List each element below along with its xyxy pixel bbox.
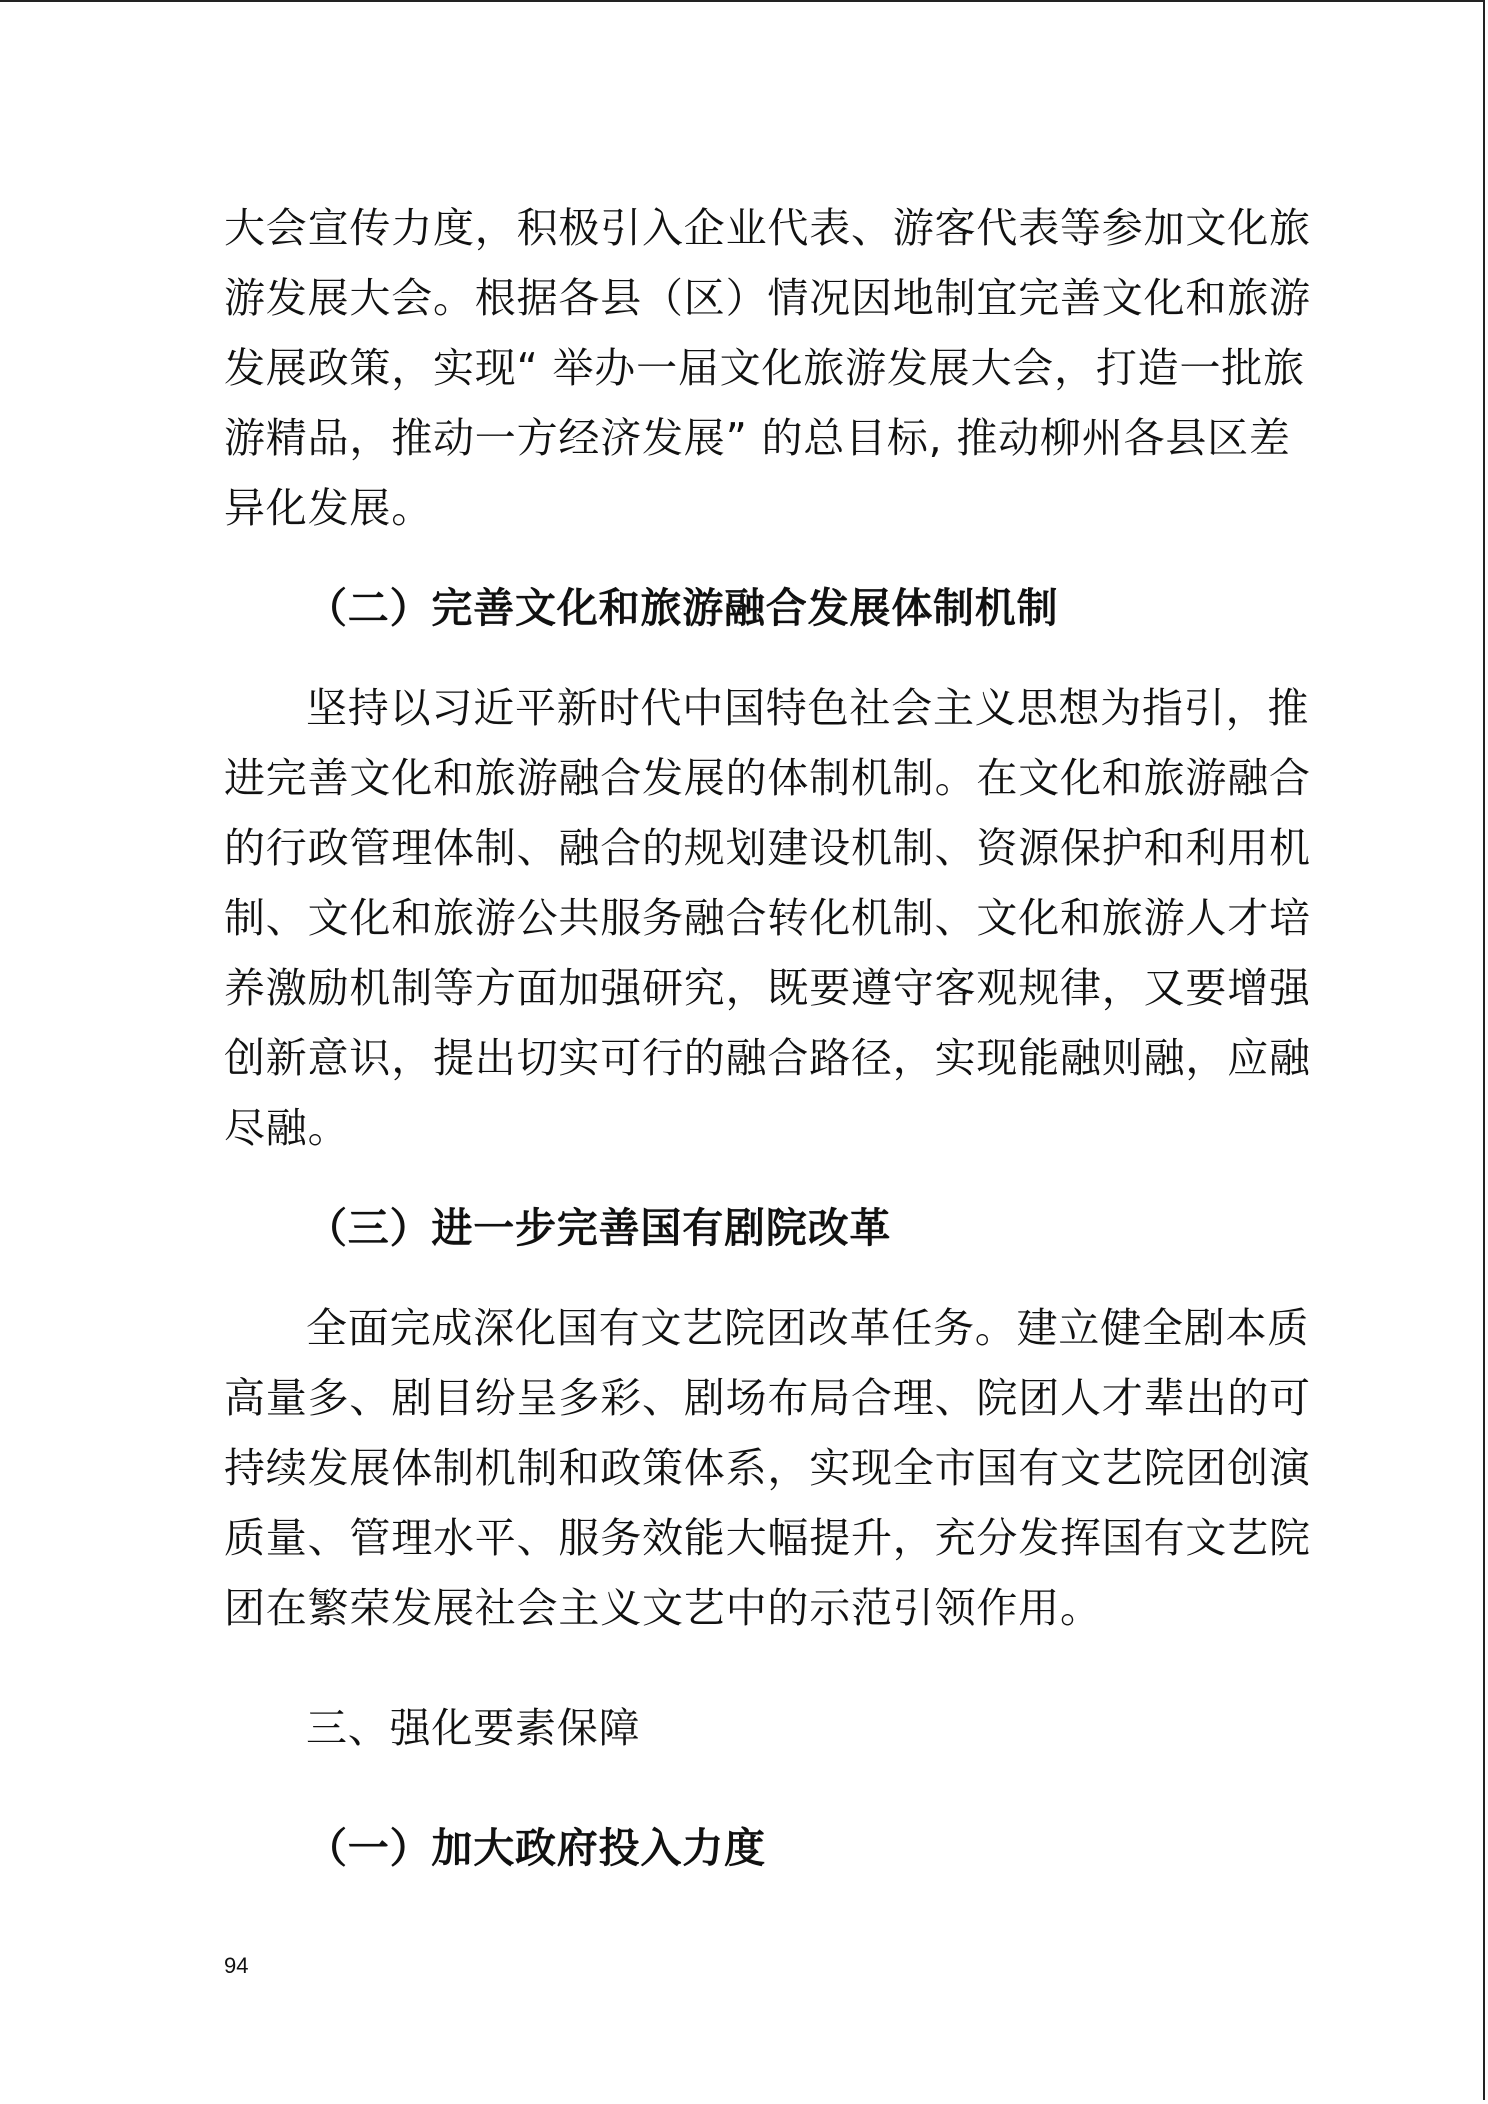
spacer (224, 1263, 1264, 1293)
text-line: 尽融。 (224, 1104, 350, 1152)
section-heading: （一）加大政府投入力度 (306, 1824, 766, 1872)
text-line: 团在繁荣发展社会主义文艺中的示范引领作用。 (224, 1584, 1102, 1632)
page-number: 94 (224, 1953, 249, 1978)
paragraph (224, 1293, 1311, 1643)
text-line: 游精品，推动一方经济发展” 的总目标, 推动柳州各县区差 (224, 414, 1291, 462)
spacer (224, 543, 1264, 573)
text-line: 游发展大会。根据各县（区）情况因地制宜完善文化和旅游 (224, 274, 1311, 322)
document-body (224, 193, 1311, 1883)
section-heading: （二）完善文化和旅游融合发展体制机制 (306, 584, 1059, 632)
text-line: 高量多、剧目纷呈多彩、剧场布局合理、院团人才辈出的可 (224, 1374, 1311, 1422)
spacer (224, 1763, 1264, 1813)
spacer (224, 643, 1264, 673)
paragraph (224, 673, 1311, 1163)
text-line: 的行政管理体制、融合的规划建设机制、资源保护和利用机 (224, 824, 1311, 872)
section-heading: （三）进一步完善国有剧院改革 (306, 1204, 892, 1252)
text-line: 大会宣传力度，积极引入企业代表、游客代表等参加文化旅 (224, 204, 1311, 252)
text-line: 创新意识，提出切实可行的融合路径，实现能融则融，应融 (224, 1034, 1311, 1082)
text-line: 异化发展。 (224, 484, 433, 532)
text-line: 持续发展体制机制和政策体系，实现全市国有文艺院团创演 (224, 1444, 1311, 1492)
text-line: 发展政策，实现“ 举办一届文化旅游发展大会，打造一批旅 (224, 344, 1305, 392)
text-line: 进完善文化和旅游融合发展的体制机制。在文化和旅游融合 (224, 754, 1311, 802)
spacer (224, 1163, 1264, 1193)
text-line: 质量、管理水平、服务效能大幅提升，充分发挥国有文艺院 (224, 1514, 1311, 1562)
text-line: 全面完成深化国有文艺院团改革任务。建立健全剧本质 (306, 1304, 1310, 1352)
part-heading: 三、强化要素保障 (306, 1704, 641, 1752)
text-line: 坚持以习近平新时代中国特色社会主义思想为指引，推 (306, 684, 1310, 732)
paragraph (224, 193, 1311, 543)
text-line: 制、文化和旅游公共服务融合转化机制、文化和旅游人才培 (224, 894, 1311, 942)
text-line: 养激励机制等方面加强研究，既要遵守客观规律，又要增强 (224, 964, 1311, 1012)
spacer (224, 1643, 1264, 1693)
